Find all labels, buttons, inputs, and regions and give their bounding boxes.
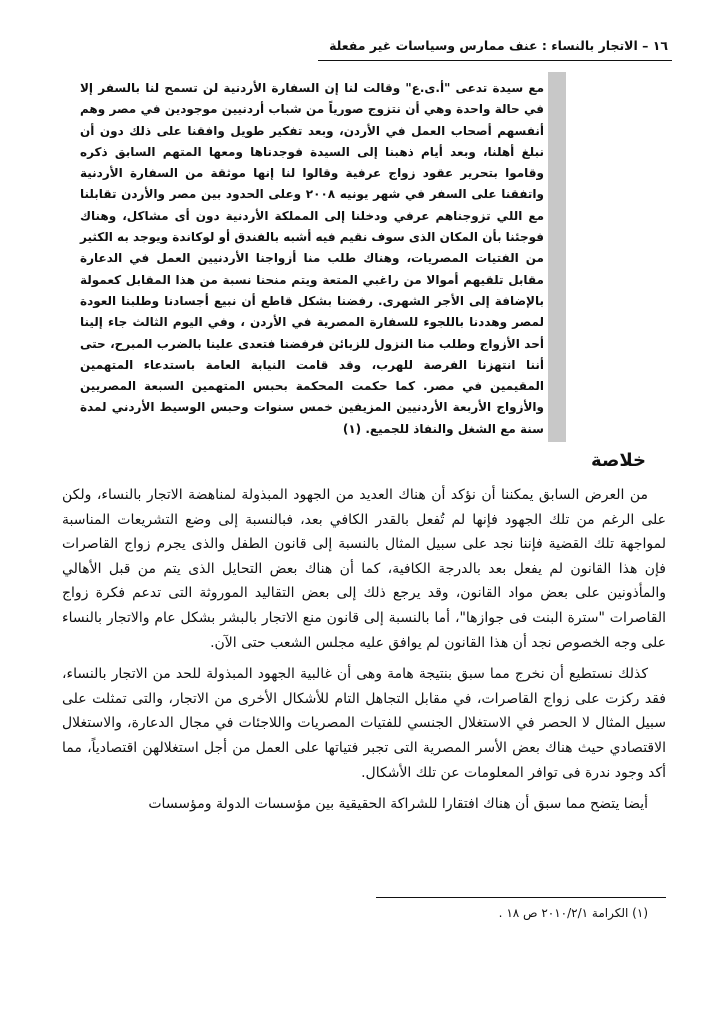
section-heading: خلاصة bbox=[591, 450, 646, 471]
paragraph: كذلك نستطيع أن نخرج مما سبق بنتيجة هامة وهى أن غالبية الجهود المبذولة للحد من الاتجار بالنساء، فقد ركزت على زواج القاصرات، في مقابل التجاهل التام للأشكال الأخرى من الاتجار، والتى تمثلت على سبيل المثال لا الحصر في الاستغلال الجنسي للفتيات المصريات واللاجئات في مجال الدعارة، والاستغلال الاقتصادي حيث هناك بعض الأسر المصرية التى تجبر فتياتها على العمل من أجل استغلالهن اقتصادياً، مما أكد وجود ندرة فى توافر المعلومات عن تلك الأشكال. bbox=[62, 666, 666, 781]
footnote-reference: (١) bbox=[342, 421, 362, 436]
running-header: ١٦ – الاتجار بالنساء : عنف ممارس وسياسات غير مفعلة bbox=[329, 38, 668, 53]
section-body bbox=[62, 483, 666, 824]
footnote-divider bbox=[376, 897, 666, 898]
quote-side-bar bbox=[548, 72, 566, 442]
footnote: (١) الكرامة ٢٠١٠/٢/١ ص ١٨ . bbox=[498, 906, 648, 920]
testimony-text bbox=[80, 78, 544, 440]
paragraph: من العرض السابق يمكننا أن نؤكد أن هناك العديد من الجهود المبذولة لمناهضة الاتجار بالنساء، ولكن على الرغم من تلك الجهود فإنها لم تُفعل بالقدر الكافي بعد، فبالنسبة إلى وضع التشريعات المناسبة لمواجهة تلك القضية فإننا نجد على سبيل المثال بالنسبة إلى قانون الطفل والذى يجرم زواج القاصرات فإن هذا القانون لم يفعل بعد بالدرجة الكافية، كما أن هناك بعض التحايل الذى يتم من قبل الأهالي والمأذونين على بعض مواد القانون، وقد يرجع ذلك إلى بعض التقاليد الموروثة التى تدعم فكرة زواج القاصرات "سترة البنت فى جوازها"، أما بالنسبة إلى قانون منع الاتجار بالبشر بشكل عام والاتجار بالنساء على وجه الخصوص نجد أن هذا القانون لم يوافق عليه مجلس الشعب حتى الآن. bbox=[62, 487, 666, 651]
boxed-testimony bbox=[80, 78, 544, 440]
header-divider bbox=[318, 60, 672, 61]
testimony-body: مع سيدة تدعى "أ.ى.ع" وقالت لنا إن السفارة الأردنية لن تسمح لنا بالسفر إلا في حالة واحدة وهي أن نتزوج صورياً من شباب أردنيين موجودين في مصر وهم أنفسهم أصحاب العمل في الأردن، وبعد تفكير طويل وافقنا على ذلك دون أن نبلغ أهلنا، وبعد أيام ذهبنا إلى السيدة فوجدناها ومعها المتهم السابق ذكره وقاموا بتحرير عقود زواج عرفية وقالوا لنا إنها موثقة من السفارة الأردنية واتفقنا على السفر في شهر يونيه ٢٠٠٨ وعلى الحدود بين مصر والأردن تقابلنا مع اللي تزوجناهم عرفي ودخلنا إلى المملكة الأردنية دون أى مشاكل، وهناك فوجئنا بأن المكان الذى سوف نقيم فيه أشبه بالفندق أو لوكاندة ويوجد به الكثير من الفتيات المصريات، وهناك طلب منا أزواجنا الأردنيين العمل في الدعارة مقابل تلقيهم أموالا من راغبي المتعة ويتم منحنا نسبة من هذا المقابل كعمولة بالإضافة إلى الأجر الشهرى. رفضنا بشكل قاطع أن نبيع أجسادنا وطلبنا العودة لمصر وهددنا باللجوء للسفارة المصرية في الأردن ، وفي اليوم الثالث جاء إلينا أحد الأزواج وطلب منا النزول للزبائن فرفضنا فتعدى علينا بالضرب المبرح، حتى أننا انتهزنا الفرصة للهرب، وقد قامت النيابة العامة باستدعاء المتهمين المقيمين في مصر. كما حكمت المحكمة بحبس المتهمين السبعة المصريين والأزواج الأربعة الأردنيين المزيفين خمس سنوات وحبس الوسيط الأردني لمدة سنة مع الشغل والنفاذ للجميع. bbox=[80, 81, 544, 436]
paragraph: أيضا يتضح مما سبق أن هناك افتقارا للشراكة الحقيقية بين مؤسسات الدولة ومؤسسات bbox=[148, 796, 648, 813]
